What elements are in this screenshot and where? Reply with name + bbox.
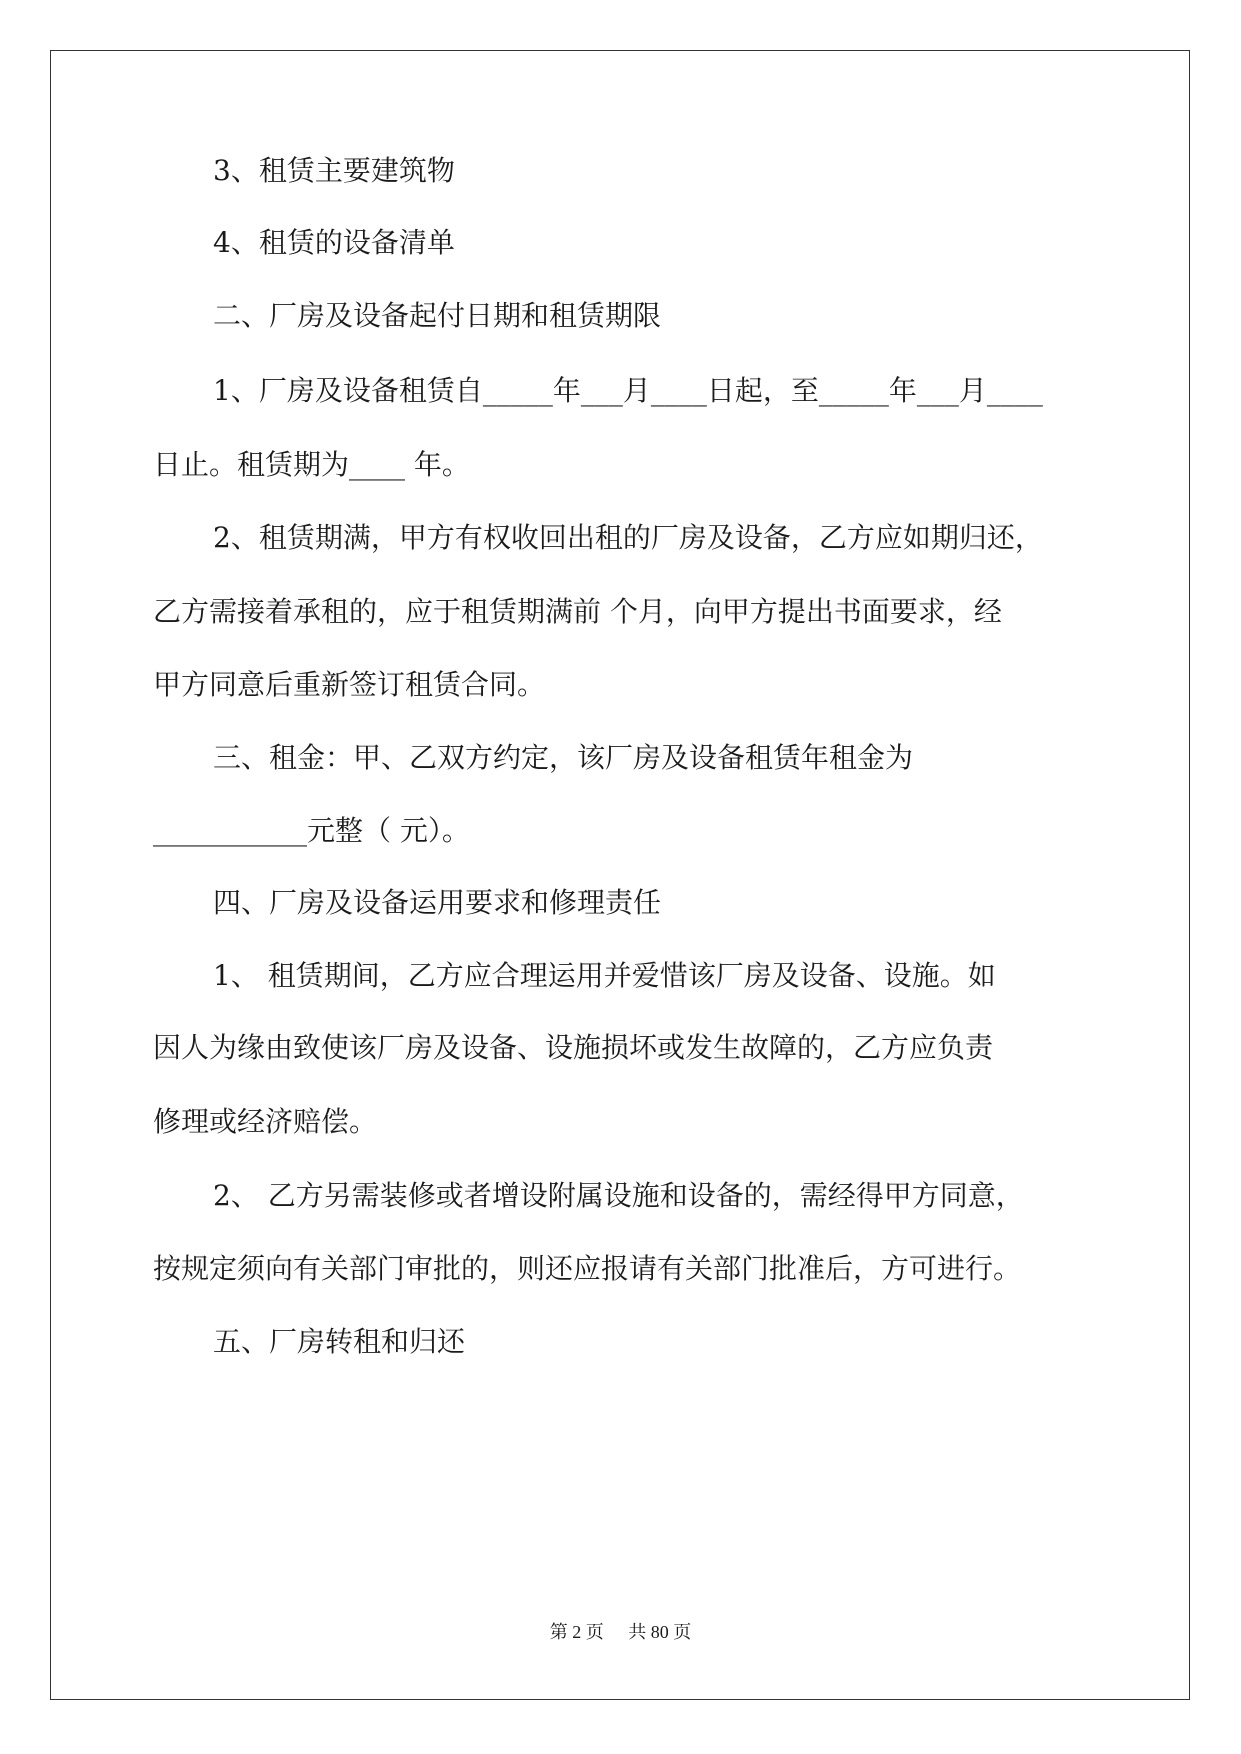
paragraph-line: 1、厂房及设备租赁自_____年___月____日起，至_____年___月____ bbox=[213, 374, 1043, 407]
page-total: 共 80 页 bbox=[628, 1622, 692, 1642]
paragraph-line: 因人为缘由致使该厂房及设备、设施损坏或发生故障的，乙方应负责 bbox=[153, 1031, 994, 1064]
section-heading: 二、厂房及设备起付日期和租赁期限 bbox=[213, 299, 662, 332]
paragraph-line: 2、租赁期满，甲方有权收回出租的厂房及设备，乙方应如期归还， bbox=[213, 521, 1043, 554]
page-number: 第 2 页 bbox=[549, 1622, 604, 1642]
section-heading: 三、租金：甲、乙双方约定，该厂房及设备租赁年租金为 bbox=[213, 741, 914, 774]
paragraph-line: 1、 租赁期间，乙方应合理运用并爱惜该厂房及设备、设施。如 bbox=[213, 959, 996, 992]
paragraph-line: 3、租赁主要建筑物 bbox=[213, 154, 455, 187]
section-heading: 四、厂房及设备运用要求和修理责任 bbox=[213, 886, 662, 919]
paragraph-line: 4、租赁的设备清单 bbox=[213, 226, 455, 259]
paragraph-line: ___________元整（ 元）。 bbox=[153, 814, 470, 847]
section-heading: 五、厂房转租和归还 bbox=[213, 1325, 466, 1358]
paragraph-line: 日止。租赁期为____ 年。 bbox=[153, 448, 470, 481]
paragraph-line: 2、 乙方另需装修或者增设附属设施和设备的，需经得甲方同意， bbox=[213, 1179, 1024, 1212]
paragraph-line: 乙方需接着承租的，应于租赁期满前 个月，向甲方提出书面要求，经 bbox=[153, 595, 1002, 628]
paragraph-line: 甲方同意后重新签订租赁合同。 bbox=[153, 668, 546, 701]
page-footer bbox=[0, 1618, 1241, 1644]
paragraph-line: 修理或经济赔偿。 bbox=[153, 1105, 378, 1138]
paragraph-line: 按规定须向有关部门审批的，则还应报请有关部门批准后，方可进行。 bbox=[153, 1252, 1022, 1285]
